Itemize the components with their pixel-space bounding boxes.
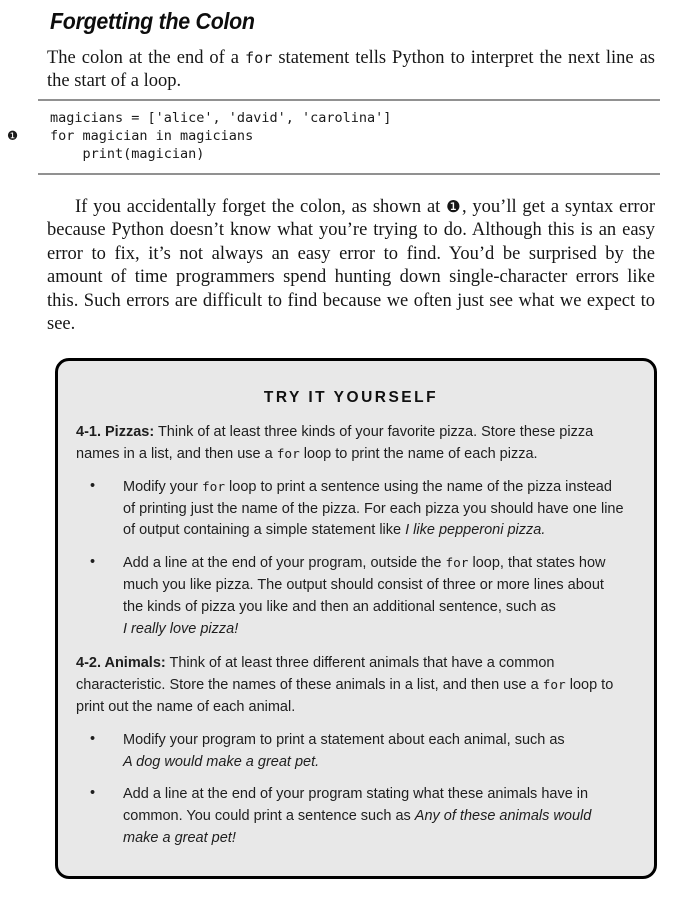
text-segment: Modify your program to print a statement about each animal, such as (123, 731, 565, 748)
circled-one-marker-icon: ❶ (7, 128, 19, 143)
text-segment: for (201, 479, 226, 495)
text-segment: loop to print out the name of each animal. (76, 677, 614, 715)
bullet-item (76, 553, 626, 640)
circled-one-marker-icon: ❶ (446, 197, 462, 216)
text-segment: for (445, 556, 469, 572)
text-segment: loop, that states how much you like pizza. The output should consist of three or more lines about the kinds of pizza you like and then an additional sentence, such as (123, 555, 606, 615)
text-segment: statement tells Python to interpret the next line as the start of a loop. (47, 48, 655, 91)
bullet-text (123, 786, 591, 846)
body-paragraph (47, 195, 655, 336)
code-line (7, 127, 660, 145)
text-segment: Modify your (123, 478, 202, 495)
bullet-icon: • (90, 730, 96, 747)
book-page (0, 8, 688, 911)
bullet-text (123, 555, 606, 636)
bullet-item (76, 784, 626, 849)
text-segment: The colon at the end of a (47, 48, 245, 68)
text-segment: Think of at least three different animals that have a common characteristic. Store the names of these animals in a list, and then use a (76, 655, 555, 694)
text-segment: for (542, 678, 566, 694)
box-title: TRY IT YOURSELF (263, 389, 439, 407)
try-it-yourself-box (55, 358, 657, 878)
code-line (50, 109, 660, 127)
exercise-4-2-intro (76, 653, 626, 718)
code-text: print(magician) (50, 146, 205, 162)
text-segment: loop to print the name of each pizza. (299, 446, 538, 463)
exercise-4-1-intro (76, 422, 626, 466)
code-text: magicians = ['alice', 'david', 'carolina'] (50, 110, 392, 126)
bullet-icon: • (90, 554, 96, 571)
bullet-item (76, 730, 626, 774)
text-segment: If you accidentally forget the colon, as shown at (75, 197, 447, 217)
bullet-text (123, 479, 624, 539)
text-segment: for (245, 49, 273, 67)
bullet-icon: • (90, 785, 96, 802)
intro-paragraph (47, 47, 655, 93)
text-segment: loop to print a sentence using the name of the pizza instead of printing just the name of the pizza. For each pizza you should have one line of output containing a simple statement like (123, 478, 624, 539)
text-segment: A dog would make a great pet. (123, 753, 320, 770)
text-segment: I like pepperoni pizza. (405, 522, 546, 539)
section-heading: Forgetting the Colon (50, 8, 255, 34)
text-segment: 4-1. Pizzas: (76, 424, 155, 441)
code-listing (7, 99, 660, 175)
bullet-item (76, 477, 626, 542)
code-line (50, 145, 660, 163)
text-segment: , you’ll get a syntax error because Python doesn’t know what you’re trying to do. Although this is an easy error to fix, it’s not always an easy error to find. You’d be surprised by the amount of time programmers spend hunting down single-character errors like this. Such errors are difficult to find because we often just see what we expect to see. (47, 197, 655, 335)
bullet-text (123, 732, 565, 770)
text-segment: Add a line at the end of your program stating what these animals have in common. You could print a sentence such as (123, 786, 589, 825)
text-segment: Add a line at the end of your program, outside the (123, 555, 446, 572)
bullet-icon: • (90, 477, 96, 494)
text-segment: Any of these animals would make a great pet! (123, 808, 592, 846)
text-segment: Think of at least three kinds of your favorite pizza. Store these pizza names in a list, and then use a (76, 424, 594, 463)
text-segment: 4-2. Animals: (76, 655, 166, 672)
text-segment: for (276, 447, 300, 463)
text-segment: I really love pizza! (123, 620, 239, 637)
code-text: for magician in magicians (50, 128, 254, 144)
